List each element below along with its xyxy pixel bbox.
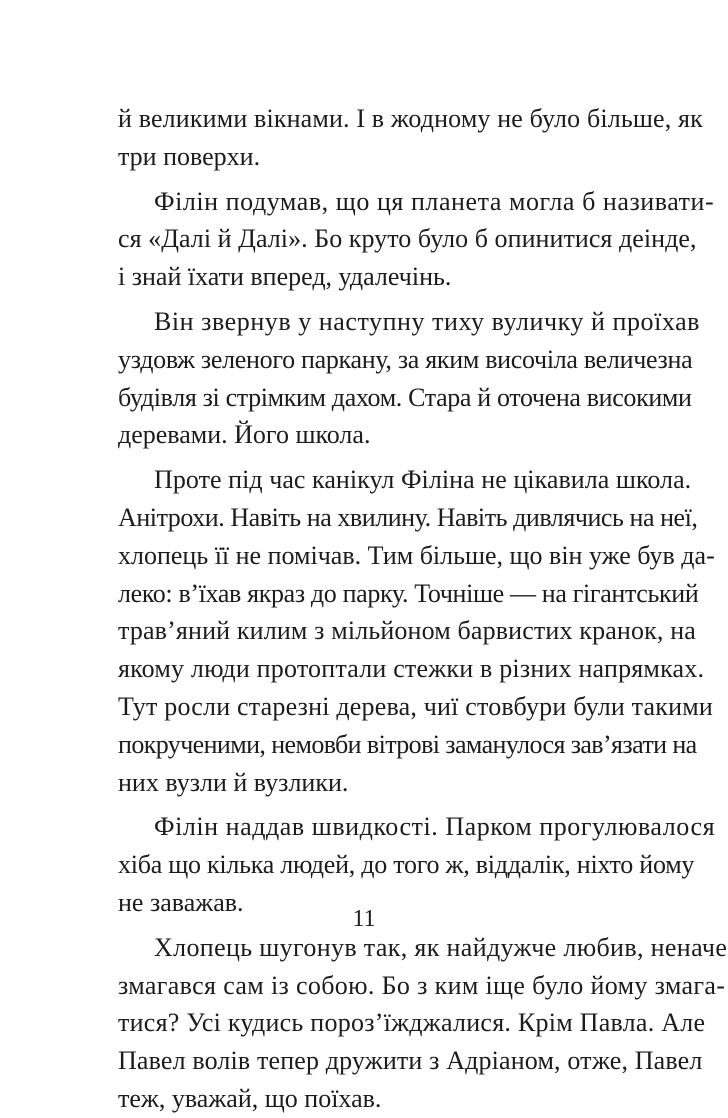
text-line: покрученими, немовби вітрові заманулося зав’язати на <box>118 729 697 759</box>
paragraph-3 <box>118 303 718 454</box>
text-line: Хлопець шугонув так, як найдужче любив, неначе <box>154 932 728 962</box>
text-line: не заважав. <box>118 887 244 917</box>
text-line: Павел волів тепер дружити з Адріаном, отже, Павел <box>118 1046 703 1076</box>
text-line: тися? Усі кудись порозʼїжджалися. Крім Павла. Але <box>118 1008 706 1038</box>
text-line: три поверхи. <box>118 141 261 171</box>
paragraph-4 <box>118 461 718 801</box>
text-line: будівля зі стрімким дахом. Стара й оточена високими <box>118 382 692 412</box>
text-line: Проте під час канікул Філіна не цікавила школа. <box>154 465 692 495</box>
text-line: якому люди протоптали стежки в різних напрямках. <box>118 654 705 684</box>
text-line: змагався сам із собою. Бо з ким іще було йому змага- <box>118 970 726 1000</box>
text-line: леко: в’їхав якраз до парку. Точніше — на гігантський <box>118 578 699 608</box>
page-number: 11 <box>352 906 376 932</box>
text-line: Тут росли старезні дерева, чиї стовбури були такими <box>118 691 714 721</box>
paragraph-5 <box>118 808 718 921</box>
text-line: трав’яний килим з мільйоном барвистих кранок, на <box>118 616 696 646</box>
text-line: уздовж зеленого паркану, за яким височіла величезна <box>118 344 693 374</box>
text-line: теж, уважай, що поїхав. <box>118 1083 382 1113</box>
text-line: Він звернув у наступну тиху вуличку й проїхав <box>154 306 700 336</box>
text-line: й великими вікнами. І в жодному не було більше, як <box>118 104 703 133</box>
paragraph-1 <box>118 100 718 176</box>
text-line: хлопець її не помічав. Тим більше, що він уже був да- <box>118 540 715 570</box>
text-line: Анітрохи. Навіть на хвилину. Навіть дивлячись на неї, <box>118 502 698 532</box>
text-line: Філін наддав швидкості. Парком прогулювалося <box>154 812 716 842</box>
text-line: ся «Далі й Далі». Бо круто було б опинитися деінде, <box>118 224 697 254</box>
paragraph-2 <box>118 183 718 296</box>
body-text <box>118 100 728 1118</box>
text-line: Філін подумав, що ця планета могла б називати- <box>154 186 715 216</box>
text-line: деревами. Його школа. <box>118 420 371 450</box>
paragraph-6 <box>118 929 728 1118</box>
text-line: і знай їхати вперед, удалечінь. <box>118 262 452 292</box>
text-line: хіба що кілька людей, до того ж, віддалік, ніхто йому <box>118 850 695 880</box>
text-line: них вузли й вузлики. <box>118 767 349 797</box>
